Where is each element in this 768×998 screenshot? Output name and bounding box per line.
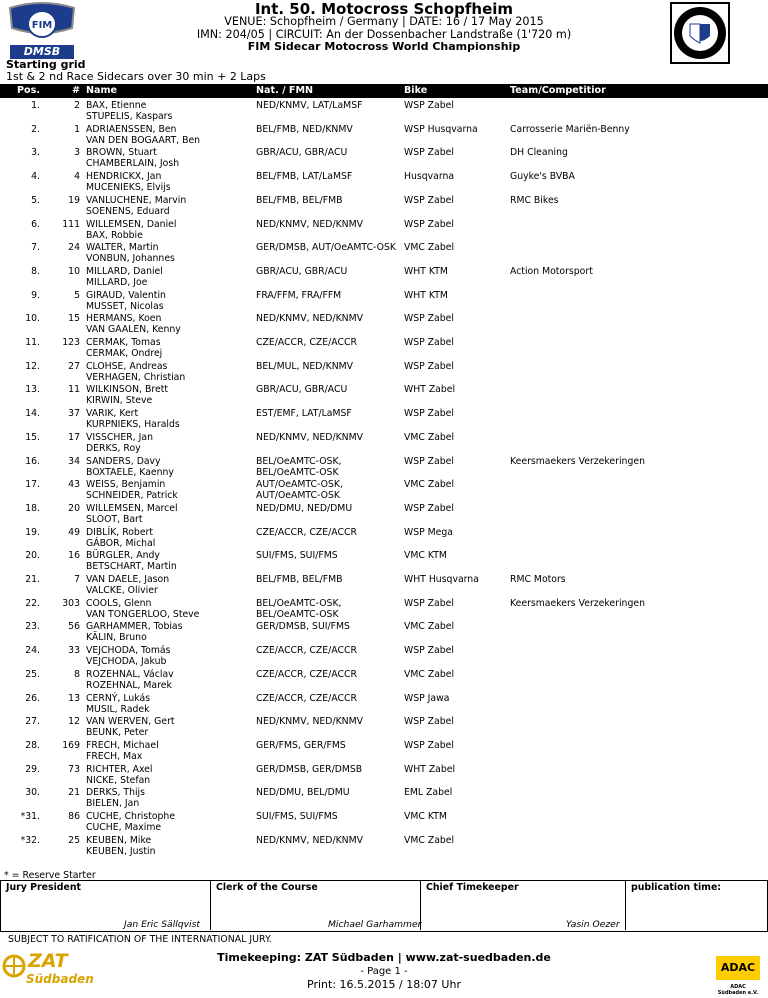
cell-pos: 28. (25, 739, 40, 751)
cell-nat-2: BEL/OeAMTC-OSK (256, 466, 339, 478)
cell-nat: EST/EMF, LAT/LaMSF (256, 408, 352, 420)
cell-pos: 4. (31, 171, 40, 183)
cell-passenger: MUSSET, Nicolas (86, 300, 164, 312)
cell-driver: DIBLÍK, Robert (86, 526, 154, 538)
cell-bike: WHT KTM (404, 265, 448, 277)
cell-passenger: KIRWIN, Steve (86, 395, 153, 407)
cell-nat: BEL/FMB, BEL/FMB (256, 194, 343, 206)
cell-driver: KEUBEN, Mike (86, 834, 152, 846)
cell-bike: VMC KTM (404, 550, 447, 562)
cell-pos: *31. (20, 811, 40, 822)
cell-bike: WSP Zabel (404, 739, 454, 751)
cell-driver: MILLARD, Daniel (86, 265, 163, 277)
cell-bike: VMC Zabel (404, 668, 455, 680)
cell-bike: WSP Zabel (404, 100, 454, 111)
cell-bike: WHT KTM (404, 289, 448, 301)
cell-number: 13 (68, 692, 80, 704)
table-row (0, 123, 768, 147)
cell-pos: 1. (31, 100, 40, 111)
cell-team: Keersmaekers Verzekeringen (510, 597, 645, 609)
table-row (0, 360, 768, 384)
cell-nat: GBR/ACU, GBR/ACU (256, 265, 348, 277)
cell-team: DH Cleaning (510, 147, 568, 159)
cell-driver: GIRAUD, Valentin (86, 289, 166, 301)
page-title: Int. 50. Motocross Schopfheim (254, 0, 514, 18)
cell-passenger: VAN GAALEN, Kenny (86, 324, 181, 336)
table-row (0, 597, 768, 621)
cell-bike: WHT Husqvarna (404, 574, 479, 585)
zat-logo-sub: Südbaden (26, 972, 94, 986)
cell-nat: CZE/ACCR, CZE/ACCR (256, 337, 357, 348)
dmsb-logo: DMSB (10, 45, 74, 59)
print-line: Print: 16.5.2015 / 18:07 Uhr (307, 978, 461, 991)
cell-pos: 7. (31, 242, 40, 254)
timekeeping-line: Timekeeping: ZAT Südbaden | www.zat-suedbaden.de (217, 951, 551, 964)
grid-label: Starting grid (6, 58, 86, 71)
cell-passenger: KURPNIEKS, Haralds (86, 419, 180, 431)
cell-pos: 19. (25, 526, 40, 538)
page-number: - Page 1 - (360, 966, 408, 977)
cell-driver: WEISS, Benjamin (86, 479, 166, 491)
cell-bike: WSP Zabel (404, 218, 454, 230)
col-bike: Bike (404, 85, 428, 96)
cell-passenger: SLOOT, Bart (86, 513, 143, 525)
cell-number: 43 (68, 479, 80, 491)
cell-pos: 5. (31, 194, 40, 206)
cell-passenger: CHAMBERLAIN, Josh (86, 158, 180, 170)
cell-number: 56 (68, 621, 80, 633)
cell-passenger: VAN TONGERLOO, Steve (86, 608, 200, 620)
cell-number: 2 (74, 100, 80, 111)
table-row (0, 146, 768, 170)
cell-nat: NED/KNMV, NED/KNMV (256, 431, 364, 443)
cell-passenger: NICKE, Stefan (86, 774, 151, 786)
cell-number: 34 (68, 455, 80, 467)
jury-president-label: Jury President (6, 882, 82, 893)
table-row (0, 692, 768, 716)
cell-pos: 9. (31, 289, 40, 301)
cell-nat: NED/KNMV, NED/KNMV (256, 716, 364, 728)
cell-bike: WSP Zabel (404, 716, 454, 728)
cell-pos: 23. (25, 621, 40, 633)
cell-bike: WSP Zabel (404, 194, 454, 206)
cell-bike: Husqvarna (404, 171, 455, 183)
cell-nat: BEL/FMB, NED/KNMV (256, 123, 353, 135)
cell-pos: 21. (25, 574, 40, 585)
cell-pos: *32. (20, 834, 40, 846)
cell-nat: BEL/MUL, NED/KNMV (256, 360, 354, 372)
imn-line: IMN: 204/05 | CIRCUIT: An der Dossenbacher Landstraße (1'720 m) (196, 28, 572, 41)
cell-number: 49 (68, 526, 80, 538)
cell-bike: WHT Zabel (404, 763, 456, 775)
cell-number: 37 (68, 408, 80, 420)
cell-nat: BEL/OeAMTC-OSK, (256, 455, 342, 467)
cell-team: RMC Motors (510, 574, 566, 585)
cell-pos: 27. (25, 716, 40, 728)
cell-number: 73 (68, 763, 80, 775)
cell-pos: 18. (25, 502, 40, 514)
col-pos: Pos. (17, 85, 40, 96)
cell-bike: WSP Zabel (404, 502, 454, 514)
cell-number: 4 (74, 171, 80, 183)
cell-number: 17 (68, 431, 80, 443)
cell-number: 19 (68, 194, 80, 206)
cell-passenger: ROZEHNAL, Marek (86, 679, 172, 691)
cell-driver: WILLEMSEN, Daniel (86, 218, 177, 230)
cell-driver: BÜRGLER, Andy (86, 550, 160, 562)
cell-nat: NED/KNMV, LAT/LaMSF (256, 100, 363, 111)
table-row (0, 289, 768, 313)
col-nat: Nat. / FMN (256, 85, 314, 96)
cell-passenger: VERHAGEN, Christian (86, 371, 186, 383)
divider (625, 880, 626, 930)
cell-number: 1 (74, 123, 80, 135)
col-num: # (71, 85, 80, 96)
cell-driver: VISSCHER, Jan (86, 431, 153, 443)
table-row (0, 265, 768, 289)
cell-pos: 15. (25, 431, 40, 443)
cell-passenger: FRECH, Max (86, 750, 143, 762)
cell-driver: CLOHSE, Andreas (86, 360, 168, 372)
cell-nat: BEL/FMB, LAT/LaMSF (256, 171, 353, 183)
chief-timekeeper-label: Chief Timekeeper (426, 882, 519, 893)
cell-pos: 8. (31, 265, 40, 277)
cell-pos: 22. (25, 597, 40, 609)
chief-timekeeper-name: Yasin Oezer (566, 919, 620, 930)
cell-bike: WSP Zabel (404, 147, 454, 159)
cell-number: 3 (74, 147, 80, 159)
cell-nat: NED/KNMV, NED/KNMV (256, 834, 364, 846)
cell-driver: HENDRICKX, Jan (86, 171, 162, 183)
clerk-name: Michael Garhammer (328, 919, 422, 930)
table-row (0, 218, 768, 242)
cell-driver: DERKS, Thijs (86, 787, 145, 799)
cell-passenger: STUPELIS, Kaspars (86, 111, 173, 122)
cell-driver: VAN WERVEN, Gert (86, 716, 175, 728)
cell-driver: GARHAMMER, Tobias (86, 621, 183, 633)
table-row (0, 241, 768, 265)
cell-number: 11 (68, 384, 80, 396)
cell-pos: 10. (25, 313, 40, 325)
cell-bike: EML Zabel (404, 787, 453, 799)
cell-pos: 24. (25, 645, 40, 657)
cell-bike: WSP Zabel (404, 597, 454, 609)
cell-pos: 14. (25, 408, 40, 420)
cell-bike: VMC Zabel (404, 431, 455, 443)
cell-number: 24 (68, 242, 80, 254)
cell-passenger: GÁBOR, Michal (86, 537, 156, 549)
cell-bike: WSP Zabel (404, 455, 454, 467)
cell-driver: FRECH, Michael (86, 739, 159, 751)
cell-nat: BEL/OeAMTC-OSK, (256, 597, 342, 609)
table-header (0, 84, 768, 98)
venue-line: VENUE: Schopfheim / Germany | DATE: 16 / 17 May 2015 (224, 15, 544, 28)
cell-pos: 12. (25, 360, 40, 372)
cell-number: 21 (68, 787, 80, 799)
cell-bike: VMC KTM (404, 811, 447, 822)
col-name: Name (86, 85, 118, 96)
table-row (0, 99, 768, 123)
cell-bike: WSP Zabel (404, 645, 454, 657)
cell-number: 16 (68, 550, 80, 562)
cell-driver: WILLEMSEN, Marcel (86, 502, 178, 514)
cell-driver: RICHTER, Axel (86, 763, 153, 775)
table-row (0, 478, 768, 502)
cell-passenger: DERKS, Roy (86, 442, 141, 454)
cell-nat: CZE/ACCR, CZE/ACCR (256, 668, 357, 680)
table-row (0, 407, 768, 431)
cell-nat: NED/KNMV, NED/KNMV (256, 218, 364, 230)
cell-driver: ROZEHNAL, Václav (86, 668, 174, 680)
cell-passenger: VAN DEN BOGAART, Ben (86, 134, 201, 146)
cell-bike: WSP Zabel (404, 360, 454, 372)
cell-nat: GER/FMS, GER/FMS (256, 739, 346, 751)
cell-driver: VANLUCHENE, Marvin (86, 194, 187, 206)
cell-pos: 3. (31, 147, 40, 159)
cell-passenger: VONBUN, Johannes (86, 253, 175, 265)
svg-text:FIM: FIM (31, 20, 53, 31)
cell-passenger: MUSIL, Radek (86, 703, 150, 715)
table-row (0, 431, 768, 455)
cell-passenger: SOENENS, Eduard (86, 205, 170, 217)
table-row (0, 502, 768, 526)
cell-team: Keersmaekers Verzekeringen (510, 455, 645, 467)
cell-number: 5 (74, 289, 80, 301)
cell-nat: AUT/OeAMTC-OSK, (256, 479, 343, 491)
cell-nat: NED/DMU, BEL/DMU (256, 787, 350, 799)
table-row (0, 549, 768, 573)
cell-bike: WSP Zabel (404, 313, 454, 325)
publication-label: publication time: (631, 882, 722, 893)
cell-nat-2: BEL/OeAMTC-OSK (256, 608, 339, 620)
table-row (0, 455, 768, 479)
cell-nat: BEL/FMB, BEL/FMB (256, 574, 343, 585)
cell-number: 25 (68, 834, 80, 846)
adac-logo (716, 956, 760, 996)
cell-number: 12 (68, 716, 80, 728)
cell-driver: CERNÝ, Lukás (86, 692, 151, 704)
cell-number: 10 (68, 265, 80, 277)
table-row (0, 786, 768, 810)
cell-nat: NED/KNMV, NED/KNMV (256, 313, 364, 325)
cell-nat: CZE/ACCR, CZE/ACCR (256, 526, 357, 538)
cell-nat: CZE/ACCR, CZE/ACCR (256, 645, 357, 657)
race-label: 1st & 2 nd Race Sidecars over 30 min + 2 Laps (6, 70, 266, 83)
cell-passenger: BETSCHART, Martin (86, 561, 177, 573)
cell-bike: VMC Zabel (404, 242, 455, 254)
cell-driver: WALTER, Martin (86, 242, 159, 254)
cell-bike: WSP Jawa (404, 692, 450, 704)
cell-number: 123 (62, 337, 80, 348)
cell-driver: BROWN, Stuart (86, 147, 157, 159)
table-row (0, 644, 768, 668)
cell-driver: HERMANS, Koen (86, 313, 162, 325)
cell-nat: GBR/ACU, GBR/ACU (256, 384, 348, 396)
clerk-label: Clerk of the Course (216, 882, 318, 893)
cell-passenger: BIELEN, Jan (86, 798, 140, 810)
cell-nat: SUI/FMS, SUI/FMS (256, 550, 338, 562)
cell-passenger: BOXTAELE, Kaenny (86, 466, 174, 478)
cell-number: 15 (68, 313, 80, 325)
cell-driver: CUCHE, Christophe (86, 811, 176, 822)
cell-pos: 26. (25, 692, 40, 704)
table-row (0, 620, 768, 644)
table-row (0, 336, 768, 360)
adac-logo-sub: ADAC Südbaden e.V. (717, 984, 759, 996)
cell-driver: VEJCHODA, Tomás (86, 645, 171, 657)
cell-passenger: VEJCHODA, Jakub (86, 656, 167, 668)
cell-passenger: KEUBEN, Justin (86, 845, 156, 857)
cell-number: 27 (68, 360, 80, 372)
cell-nat: NED/DMU, NED/DMU (256, 502, 353, 514)
cell-number: 20 (68, 502, 80, 514)
zat-logo-text: ZAT (28, 950, 68, 972)
table-row (0, 834, 768, 858)
cell-passenger: MUCENIEKS, Elvijs (86, 182, 171, 194)
cell-bike: VMC Zabel (404, 621, 455, 633)
cell-driver: SANDERS, Davy (86, 455, 161, 467)
cell-nat: SUI/FMS, SUI/FMS (256, 811, 338, 822)
cell-pos: 25. (25, 668, 40, 680)
cell-number: 33 (68, 645, 80, 657)
cell-nat: FRA/FFM, FRA/FFM (256, 289, 342, 301)
cell-nat: CZE/ACCR, CZE/ACCR (256, 692, 357, 704)
cell-bike: WHT Zabel (404, 384, 456, 396)
cell-bike: WSP Zabel (404, 337, 454, 348)
cell-pos: 17. (25, 479, 40, 491)
table-row (0, 573, 768, 597)
cell-number: 111 (62, 218, 80, 230)
table-row (0, 715, 768, 739)
cell-pos: 11. (25, 337, 40, 348)
table-row (0, 383, 768, 407)
cell-nat-2: AUT/OeAMTC-OSK (256, 490, 340, 502)
cell-driver: WILKINSON, Brett (86, 384, 168, 396)
cell-passenger: CUCHE, Maxime (86, 822, 162, 833)
table-row (0, 668, 768, 692)
table-row (0, 312, 768, 336)
cell-nat: GER/DMSB, AUT/OeAMTC-OSK (256, 242, 396, 254)
cell-driver: COOLS, Glenn (86, 597, 152, 609)
cell-team: RMC Bikes (510, 194, 559, 206)
cell-passenger: CERMAK, Ondrej (86, 348, 163, 359)
cell-driver: VARIK, Kert (86, 408, 139, 420)
cell-passenger: BAX, Robbie (86, 229, 143, 241)
col-team: Team/Competitior (510, 85, 606, 96)
cell-pos: 29. (25, 763, 40, 775)
table-row (0, 194, 768, 218)
jury-president-name: Jan Eric Sällqvist (124, 919, 200, 930)
cell-pos: 13. (25, 384, 40, 396)
reserve-note: * = Reserve Starter (4, 870, 96, 881)
cell-driver: VAN DAELE, Jason (86, 574, 170, 585)
divider (210, 880, 211, 930)
cell-pos: 30. (25, 787, 40, 799)
table-row (0, 810, 768, 834)
table-row (0, 763, 768, 787)
cell-team: Guyke's BVBA (510, 171, 575, 183)
championship-line: FIM Sidecar Motocross World Championship (247, 40, 521, 53)
cell-number: 86 (68, 811, 80, 822)
cell-driver: ADRIAENSSEN, Ben (86, 123, 177, 135)
table-row (0, 170, 768, 194)
cell-nat: GBR/ACU, GBR/ACU (256, 147, 348, 159)
cell-passenger: BEUNK, Peter (86, 727, 149, 739)
cell-pos: 6. (31, 218, 40, 230)
table-row (0, 739, 768, 763)
cell-passenger: VALCKE, Olivier (86, 585, 158, 596)
cell-bike: VMC Zabel (404, 834, 455, 846)
adac-logo-text: ADAC (716, 956, 760, 980)
cell-number: 8 (74, 668, 80, 680)
cell-pos: 16. (25, 455, 40, 467)
table-row (0, 526, 768, 550)
cell-number: 303 (62, 597, 80, 609)
cell-team: Action Motorsport (510, 265, 593, 277)
cell-bike: WSP Mega (404, 526, 453, 538)
cell-bike: WSP Husqvarna (404, 123, 478, 135)
ratification-note: SUBJECT TO RATIFICATION OF THE INTERNATIONAL JURY. (8, 934, 272, 945)
cell-pos: 2. (31, 123, 40, 135)
cell-nat: GER/DMSB, SUI/FMS (256, 621, 350, 633)
cell-driver: BAX, Etienne (86, 100, 147, 111)
cell-passenger: MILLARD, Joe (86, 276, 148, 288)
cell-nat: GER/DMSB, GER/DMSB (256, 763, 363, 775)
cell-number: 169 (62, 739, 80, 751)
cell-number: 7 (74, 574, 80, 585)
cell-team: Carrosserie Mariën-Benny (510, 123, 630, 135)
cell-bike: WSP Zabel (404, 408, 454, 420)
cell-driver: CERMAK, Tomas (86, 337, 161, 348)
cell-passenger: KÄLIN, Bruno (86, 632, 147, 644)
cell-bike: VMC Zabel (404, 479, 455, 491)
cell-pos: 20. (25, 550, 40, 562)
cell-passenger: SCHNEIDER, Patrick (86, 490, 178, 502)
